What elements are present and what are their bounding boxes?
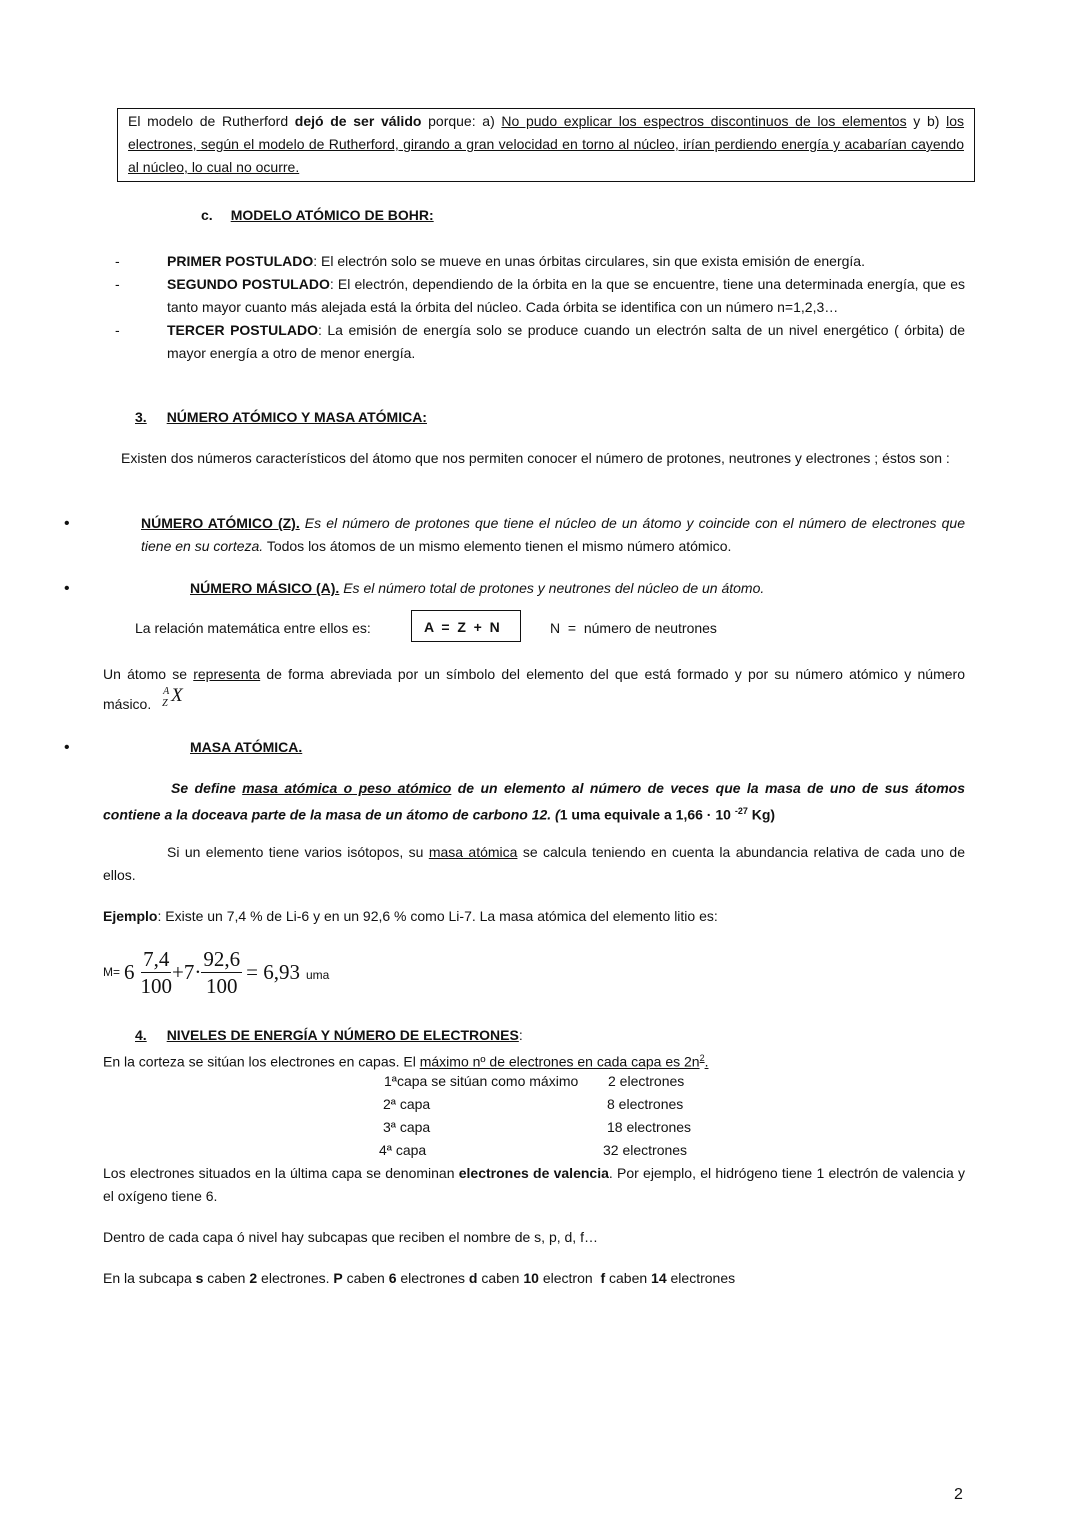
text: f	[600, 1270, 606, 1286]
text: : El electrón, dependiendo de la órbita en la que se encuentre, tiene una determinada energía, que es tanto mayor cuanto más alejada está la órbita del núcleo. Cada órbita se identifica con un número n=1,2,3…	[167, 276, 965, 315]
exponent: -27	[734, 806, 748, 816]
definition: Es el número total de protones y neutrones del núcleo de un átomo.	[339, 580, 765, 596]
heading-title: MODELO ATÓMICO DE BOHR:	[230, 207, 434, 223]
shell-electrons: 8 electrones	[607, 1096, 684, 1112]
atomic-mass-definition	[103, 777, 965, 827]
atomic-number-item	[141, 512, 965, 558]
shell-row	[378, 1070, 691, 1093]
fraction-2	[201, 946, 242, 999]
relation-label: La relación matemática entre ellos es:	[135, 620, 371, 636]
shell-label: 2ª capa	[383, 1096, 431, 1112]
text: caben	[605, 1270, 652, 1286]
text: No pudo explicar los espectros discontinuos de los elementos	[501, 113, 907, 129]
eq-plus: +7·	[172, 960, 202, 984]
text: Un átomo se	[103, 666, 194, 682]
colon: :	[518, 1027, 523, 1043]
rutherford-box	[117, 108, 975, 182]
text: de un elemento al número de veces que la masa de uno de sus átomos contiene a la doceava parte de la masa de un átomo de carbono 12.	[103, 780, 965, 823]
text: electrones de valencia	[458, 1165, 609, 1181]
bullet-icon: •	[64, 580, 70, 597]
heading-title: NÚMERO ATÓMICO Y MASA ATÓMICA:	[166, 409, 427, 425]
shell-label: 4ª capa	[379, 1142, 427, 1158]
denominator: 100	[205, 974, 238, 998]
text: : Existe un 7,4 % de Li-6 y en un 92,6 % como Li-7. La masa atómica del elemento litio es:	[157, 908, 718, 924]
subshells-line: Dentro de cada capa ó nivel hay subcapas que reciben el nombre de s, p, d, f…	[103, 1229, 598, 1245]
shell-electrons: 32 electrones	[603, 1142, 688, 1158]
exponent: 2	[699, 1053, 705, 1063]
text: masa atómica o peso atómico	[242, 780, 452, 796]
shell-row	[378, 1116, 691, 1139]
text: d	[468, 1270, 478, 1286]
section-3-heading	[135, 406, 427, 429]
page-number: 2	[954, 1486, 963, 1503]
text: : El electrón solo se mueve en unas órbitas circulares, sin que exista emisión de energía.	[313, 253, 865, 269]
neutron-definition: N = número de neutrones	[550, 620, 717, 636]
text: representa	[193, 666, 261, 682]
shell-electrons: 2 electrones	[608, 1073, 685, 1089]
heading-letter: c.	[201, 207, 213, 223]
atomic-mass-heading: MASA ATÓMICA.	[190, 739, 303, 755]
intro-paragraph: Existen dos números característicos del átomo que nos permiten conocer el número de protones, neutrones y electrones ; éstos son :	[121, 450, 950, 466]
text: Se define	[171, 780, 243, 796]
label: NÚMERO ATÓMICO (Z).	[141, 515, 300, 531]
text: 1 uma equivale a 1,66 · 10	[559, 806, 735, 823]
text: : La emisión de energía solo se produce cuando un electrón salta de un nivel energético ( órbita) de mayor energía a otro de menor energía.	[167, 322, 966, 361]
bullet-icon: •	[64, 515, 70, 532]
label: TERCER POSTULADO	[167, 322, 318, 338]
text: Kg)	[747, 806, 776, 823]
text: En la corteza se sitúan los electrones en capas. El	[103, 1053, 420, 1070]
mass-number: A	[163, 686, 170, 697]
label: Ejemplo	[103, 908, 158, 924]
text: porque: a)	[421, 113, 502, 129]
text: masa atómica	[428, 844, 518, 860]
text: caben	[477, 1270, 524, 1286]
subshell-capacity-line	[103, 1267, 735, 1290]
shell-row	[378, 1093, 691, 1116]
postulate-2	[167, 273, 965, 319]
text: electrones	[396, 1270, 469, 1286]
text: 10	[523, 1270, 539, 1286]
representation-paragraph	[103, 659, 965, 719]
text: Los electrones situados en la última capa se denominan	[103, 1165, 459, 1181]
shell-row	[378, 1139, 691, 1162]
text: 2	[249, 1270, 258, 1286]
example-line	[103, 905, 718, 928]
text: P	[333, 1270, 343, 1286]
text: los electrones, según el modelo de Rutherford, girando a gran velocidad en torno al núcleo, irían perdiendo energía y acabarían cayendo al núcleo, lo cual no ocurre.	[128, 113, 964, 175]
eq-result: = 6,93	[246, 960, 300, 984]
text: Todos los átomos de un mismo elemento tienen el mismo número atómico.	[263, 538, 732, 554]
valence-paragraph	[103, 1162, 965, 1208]
text: dejó de ser válido	[294, 113, 422, 129]
label: SEGUNDO POSTULADO	[167, 276, 330, 292]
dash: -	[115, 276, 120, 292]
numerator: 92,6	[203, 947, 241, 971]
text: (	[555, 806, 560, 823]
shell-table	[378, 1070, 691, 1162]
heading-num: 4.	[135, 1027, 147, 1043]
mass-equation	[103, 946, 329, 999]
text: caben	[203, 1270, 250, 1286]
eq-unit: uma	[305, 968, 330, 982]
section-4-heading	[135, 1024, 523, 1047]
text: .	[704, 1053, 709, 1070]
text: caben	[342, 1270, 389, 1286]
text: y b)	[906, 113, 947, 129]
text: s	[195, 1270, 204, 1286]
label: NÚMERO MÁSICO (A).	[190, 580, 340, 596]
bullet-icon: •	[64, 739, 70, 756]
text: electrones	[666, 1270, 736, 1286]
bohr-heading	[201, 204, 434, 227]
dash: -	[115, 253, 120, 269]
text: Si un elemento tiene varios isótopos, su	[167, 844, 429, 860]
text: de forma abreviada por un símbolo del elemento del que está formado y por su número atómico y número másico.	[103, 666, 965, 712]
atomic-number: Z	[162, 698, 168, 709]
label: PRIMER POSTULADO	[167, 253, 314, 269]
definition: Es el número de protones que tiene el núcleo de un átomo y coincide con el número de electrones que tiene en su corteza.	[141, 515, 965, 554]
isotope-paragraph	[103, 841, 965, 887]
mass-number-item	[190, 577, 764, 600]
shell-electrons: 18 electrones	[607, 1119, 692, 1135]
dash: -	[115, 322, 120, 338]
text: . Por ejemplo, el hidrógeno tiene 1 electrón de valencia y el oxígeno tiene 6.	[103, 1165, 965, 1204]
postulate-1	[167, 250, 965, 273]
element-symbol: X	[171, 685, 183, 706]
text: 6	[388, 1270, 397, 1286]
fraction-1	[141, 946, 173, 999]
text: El modelo de Rutherford	[128, 113, 295, 129]
text: electron	[538, 1270, 601, 1286]
numerator: 7,4	[143, 947, 170, 971]
nuclide-symbol	[161, 685, 191, 709]
eq-coef: 6	[124, 960, 135, 984]
text: se calcula teniendo en cuenta la abundancia relativa de cada uno de ellos.	[103, 844, 965, 883]
shell-label: 1ªcapa se sitúan como máximo	[384, 1073, 579, 1089]
heading-title: NIVELES DE ENERGÍA Y NÚMERO DE ELECTRONES	[166, 1027, 519, 1043]
heading-num: 3.	[135, 409, 147, 425]
postulate-3	[167, 319, 965, 365]
text: máximo nº de electrones en cada capa es 2n	[419, 1053, 700, 1070]
text: electrones.	[257, 1270, 334, 1286]
formula-box: A = Z + N	[411, 610, 521, 642]
text: 14	[651, 1270, 667, 1286]
denominator: 100	[140, 974, 173, 998]
eq-m: M=	[103, 965, 121, 979]
text: En la subcapa	[103, 1270, 196, 1286]
shell-label: 3ª capa	[383, 1119, 431, 1135]
